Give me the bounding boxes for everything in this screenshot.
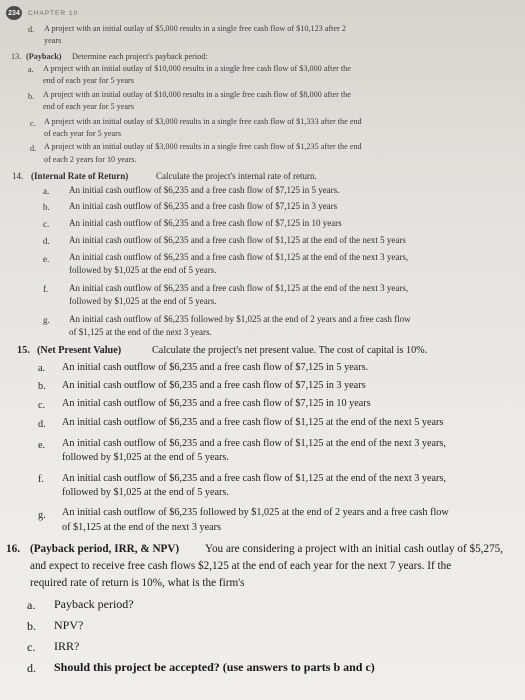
page-number-badge: 234 <box>6 6 22 20</box>
question-title: (Net Present Value) <box>37 345 122 356</box>
item-label-g: g. <box>38 510 46 521</box>
item-c-line1: A project with an initial outlay of $3,000 results in a single free cash flow of $1,333 after the end <box>44 117 362 126</box>
question-number: 13. <box>11 52 22 61</box>
page-header <box>6 6 78 20</box>
item-label-a: a. <box>43 186 50 196</box>
item-b-line2: end of each year for 5 years <box>43 102 134 111</box>
question-number: 15. <box>17 345 30 356</box>
item-label-b: b. <box>43 202 50 212</box>
item-a-line1: Payback period? <box>54 597 134 611</box>
item-e-line1: An initial cash outflow of $6,235 and a free cash flow of $1,125 at the end of the next 3 years, <box>69 252 409 262</box>
item-c-line2: of each year for 5 years <box>44 129 122 138</box>
item-text-line2: years <box>44 36 62 45</box>
item-label: d. <box>28 25 35 34</box>
question-title: (Payback period, IRR, & NPV) <box>30 543 180 555</box>
item-label-c: c. <box>30 119 36 128</box>
item-g-line2: of $1,125 at the end of the next 3 years <box>62 522 221 533</box>
item-label-d: d. <box>43 236 50 246</box>
question-title: (Internal Rate of Return) <box>31 171 129 181</box>
item-text-line1: A project with an initial outlay of $5,000 results in a single free cash flow of $10,123 after 2 <box>44 24 346 33</box>
item-f-line2: followed by $1,025 at the end of 5 years. <box>69 296 217 306</box>
item-f-line2: followed by $1,025 at the end of 5 years. <box>62 487 229 498</box>
item-e-line2: followed by $1,025 at the end of 5 years. <box>62 452 229 463</box>
item-f-line1: An initial cash outflow of $6,235 and a free cash flow of $1,125 at the end of the next 3 years, <box>62 473 446 484</box>
item-a-line1: An initial cash outflow of $6,235 and a free cash flow of $7,125 in 5 years. <box>69 185 340 195</box>
item-label-a: a. <box>38 363 46 374</box>
item-a-line1: An initial cash outflow of $6,235 and a free cash flow of $7,125 in 5 years. <box>62 362 369 373</box>
item-label-c: c. <box>38 400 46 411</box>
item-f-line1: An initial cash outflow of $6,235 and a free cash flow of $1,125 at the end of the next 3 years, <box>69 283 409 293</box>
item-b-line1: A project with an initial outlay of $10,000 results in a single free cash flow of $8,000 after the <box>43 90 351 99</box>
item-label-e: e. <box>43 254 50 264</box>
item-b-line1: An initial cash outflow of $6,235 and a free cash flow of $7,125 in 3 years <box>69 201 338 211</box>
item-e-line1: An initial cash outflow of $6,235 and a free cash flow of $1,125 at the end of the next 3 years, <box>62 438 446 449</box>
item-label-f: f. <box>38 474 44 485</box>
item-a-line1: A project with an initial outlay of $10,000 results in a single free cash flow of $3,000 after the <box>43 64 351 73</box>
item-d-line1: A project with an initial outlay of $3,000 results in a single free cash flow of $1,235 after the end <box>44 142 362 151</box>
item-c-line1: IRR? <box>54 639 80 653</box>
item-b-line1: An initial cash outflow of $6,235 and a free cash flow of $7,125 in 3 years <box>62 380 366 391</box>
item-a-line2: end of each year for 5 years <box>43 76 134 85</box>
item-label-d: d. <box>38 419 46 430</box>
item-label-g: g. <box>43 315 50 325</box>
item-label-c: c. <box>27 640 36 654</box>
question-line2: and expect to receive free cash flows $2,125 at the end of each year for the next 7 years. If the <box>30 560 452 572</box>
question-line3: required rate of return is 10%, what is the firm's <box>30 577 245 589</box>
question-intro: Calculate the project's internal rate of return. <box>156 171 317 181</box>
item-label-a: a. <box>28 65 34 74</box>
item-label-d: d. <box>30 144 37 153</box>
item-b-line1: NPV? <box>54 618 84 632</box>
item-label-e: e. <box>38 440 46 451</box>
question-intro: Determine each project's payback period: <box>72 52 208 61</box>
item-d-line1: An initial cash outflow of $6,235 and a free cash flow of $1,125 at the end of the next 5 years <box>69 235 406 245</box>
item-label-b: b. <box>28 92 35 101</box>
item-label-f: f. <box>43 284 49 294</box>
item-label-b: b. <box>38 381 46 392</box>
item-label-a: a. <box>27 598 36 612</box>
item-c-line1: An initial cash outflow of $6,235 and a free cash flow of $7,125 in 10 years <box>69 218 342 228</box>
question-number: 14. <box>12 171 24 181</box>
item-d-line1: Should this project be accepted? (use answers to parts b and c) <box>54 660 375 674</box>
item-label-d: d. <box>27 661 36 675</box>
item-label-c: c. <box>43 219 50 229</box>
item-g-line1: An initial cash outflow of $6,235 followed by $1,025 at the end of 2 years and a free cash flow <box>62 507 449 518</box>
question-line1: You are considering a project with an initial cash outlay of $5,275, <box>205 543 504 555</box>
question-intro: Calculate the project's net present value. The cost of capital is 10%. <box>152 345 428 356</box>
item-d-line1: An initial cash outflow of $6,235 and a free cash flow of $1,125 at the end of the next 5 years <box>62 417 444 428</box>
item-g-line1: An initial cash outflow of $6,235 followed by $1,025 at the end of 2 years and a free cash flow <box>69 314 411 324</box>
item-label-b: b. <box>27 619 36 633</box>
item-g-line2: of $1,125 at the end of the next 3 years. <box>69 327 212 337</box>
chapter-label: CHAPTER 10 <box>28 9 79 17</box>
item-e-line2: followed by $1,025 at the end of 5 years. <box>69 265 217 275</box>
question-number: 16. <box>6 543 20 555</box>
question-title: (Payback) <box>26 52 62 61</box>
item-c-line1: An initial cash outflow of $6,235 and a free cash flow of $7,125 in 10 years <box>62 398 371 409</box>
item-d-line2: of each 2 years for 10 years. <box>44 155 137 164</box>
